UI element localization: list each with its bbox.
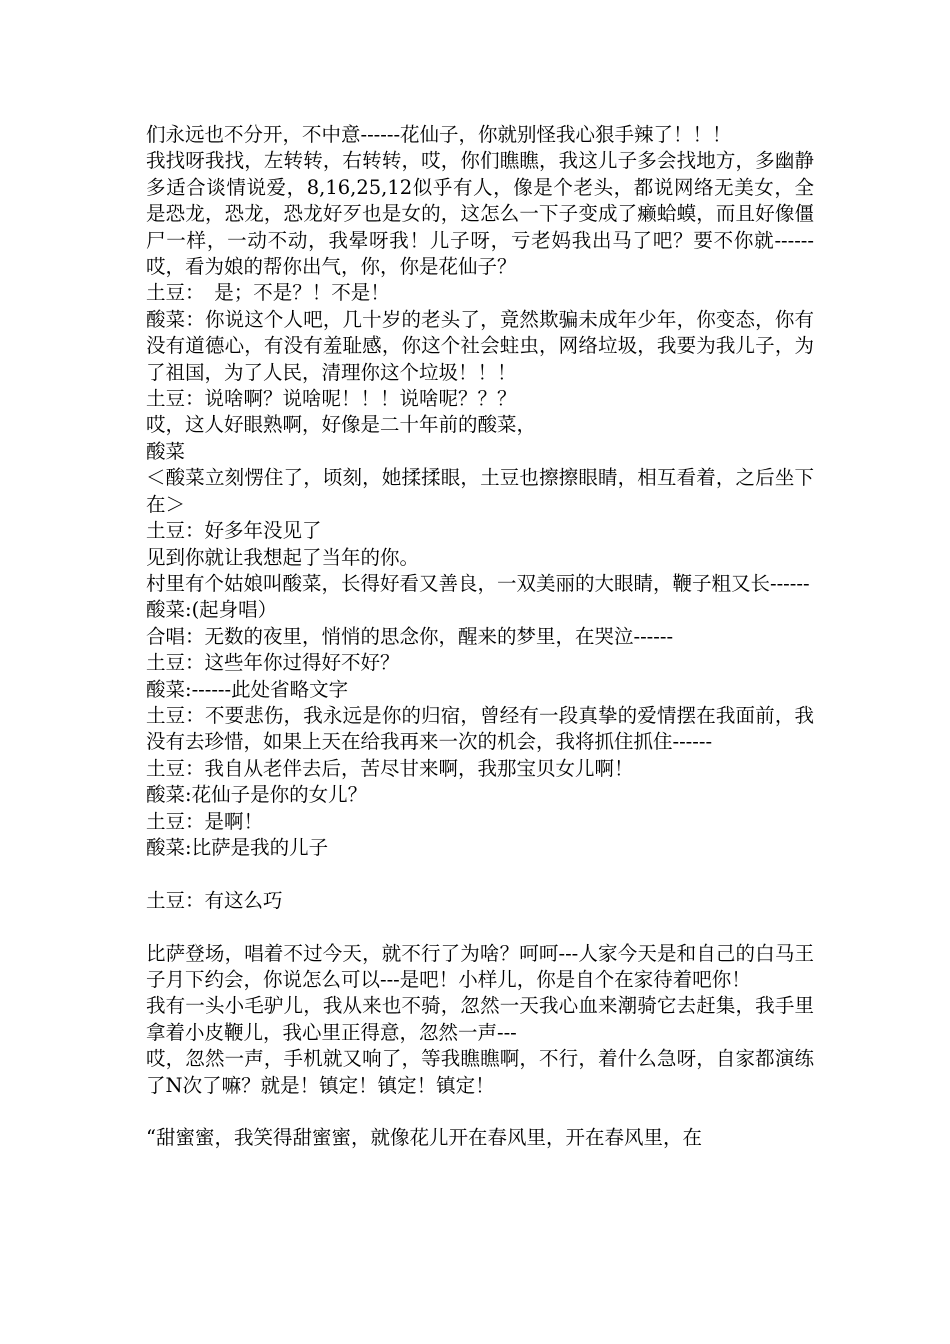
text-line: 比萨登场，唱着不过今天，就不行了为啥？呵呵---人家今天是和自己的白马王子月下约会，你说怎么可以---是吧！小样儿，你是自个在家待着吧你！ — [146, 941, 814, 991]
blank-line — [146, 914, 814, 940]
text-line: 哎，忽然一声，手机就又响了，等我瞧瞧啊，不行，着什么急呀，自家都演练了N次了嘛？就是！镇定！镇定！镇定！ — [146, 1047, 814, 1097]
blank-line — [146, 1099, 814, 1125]
text-line: 土豆：这些年你过得好不好？ — [146, 651, 400, 675]
text-line: 土豆：好多年没见了 — [146, 519, 322, 543]
text-line: 土豆： 是；不是？！不是！ — [146, 281, 390, 305]
text-line: 哎，这人好眼熟啊，好像是二十年前的酸菜， — [146, 413, 537, 437]
blank-line — [146, 861, 814, 887]
text-line: 见到你就让我想起了当年的你。 — [146, 545, 420, 569]
text-line: 酸菜:------此处省略文字 — [146, 677, 349, 701]
text-line: 我有一头小毛驴儿，我从来也不骑，忽然一天我心血来潮骑它去赶集，我手里拿着小皮鞭儿，我心里正得意，忽然一声--- — [146, 994, 814, 1044]
text-line: ＜酸菜立刻愣住了，顷刻，她揉揉眼，土豆也擦擦眼睛，相互看着，之后坐下在＞ — [146, 466, 814, 516]
text-line: 土豆：说啥啊？说啥呢！！！说啥呢？？？ — [146, 387, 517, 411]
text-line: 们永远也不分开，不中意------花仙子，你就别怪我心狠手辣了！！！ — [146, 123, 732, 146]
text-line: 土豆：不要悲伤，我永远是你的归宿，曾经有一段真挚的爱情摆在我面前，我没有去珍惜，如果上天在给我再来一次的机会，我将抓住抓住------ — [146, 703, 814, 754]
text-line: 酸菜:(起身唱） — [146, 598, 278, 622]
text-line: 土豆：有这么巧 — [146, 888, 283, 912]
text-line: 酸菜:比萨是我的儿子 — [146, 835, 329, 859]
text-line: 酸菜:花仙子是你的女儿？ — [146, 783, 368, 807]
text-line: 酸菜：你说这个人吧，几十岁的老头了，竟然欺骗未成年少年，你变态，你有没有道德心，有没有羞耻感，你这个社会蛀虫，网络垃圾，我要为我儿子，为了祖国，为了人民，清理你这个垃圾！！！ — [146, 307, 814, 384]
text-line: 合唱：无数的夜里，悄悄的思念你，醒来的梦里，在哭泣------ — [146, 624, 674, 648]
document-body — [146, 122, 814, 1152]
text-line: “甜蜜蜜，我笑得甜蜜蜜，就像花儿开在春风里，开在春风里，在 — [146, 1126, 702, 1150]
text-line: 土豆：是啊！ — [146, 809, 264, 833]
text-line: 村里有个姑娘叫酸菜，长得好看又善良，一双美丽的大眼睛，鞭子粗又长------ — [146, 571, 810, 595]
text-line: 土豆：我自从老伴去后，苦尽甘来啊，我那宝贝女儿啊！ — [146, 756, 634, 780]
text-line: 酸菜 — [146, 439, 186, 463]
text-line: 我找呀我找，左转转，右转转，哎，你们瞧瞧，我这儿子多会找地方，多幽静多适合谈情说爱，8,16,25,12似乎有人，像是个老头，都说网络无美女，全是恐龙，恐龙，恐龙好歹也是女的，这怎么一下子变成了癞蛤蟆，而且好像僵尸一样，一动不动，我晕呀我！儿子呀，亏老妈我出马了吧？要不你就------哎，看为娘的帮你出气，你，你是花仙子？ — [146, 149, 814, 279]
